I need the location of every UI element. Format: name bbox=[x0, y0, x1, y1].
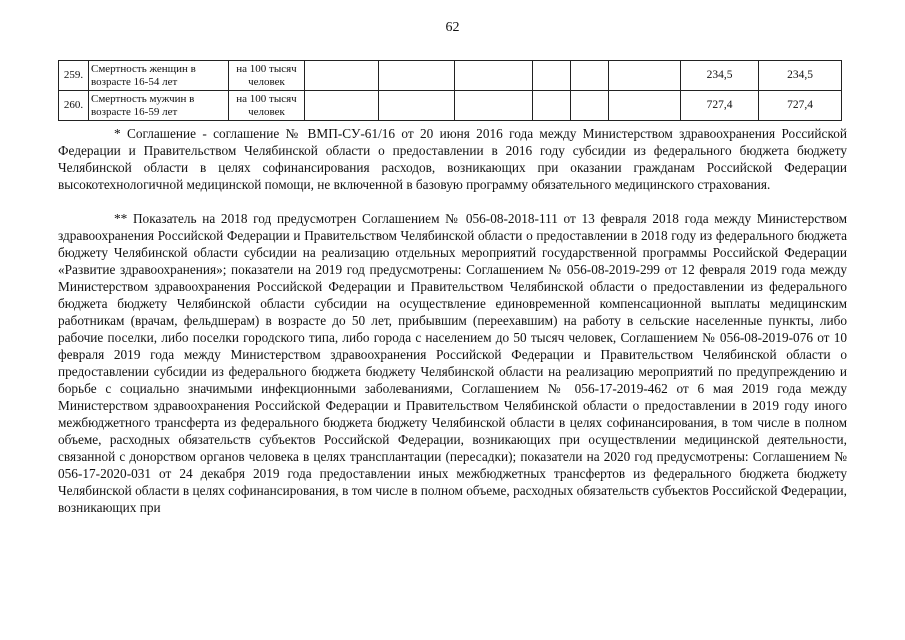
empty-cell bbox=[305, 61, 379, 91]
empty-cell bbox=[609, 91, 681, 121]
empty-cell bbox=[305, 91, 379, 121]
indicator-name: Смертность женщин в возрасте 16-54 лет bbox=[89, 61, 229, 91]
empty-cell bbox=[533, 61, 571, 91]
value-cell: 234,5 bbox=[681, 61, 759, 91]
page-number: 62 bbox=[445, 20, 460, 35]
row-number: 259. bbox=[59, 61, 89, 91]
value-cell: 234,5 bbox=[759, 61, 842, 91]
value-cell: 727,4 bbox=[681, 91, 759, 121]
unit-cell: на 100 тысяч человек bbox=[229, 91, 305, 121]
empty-cell bbox=[533, 91, 571, 121]
empty-cell bbox=[609, 61, 681, 91]
empty-cell bbox=[571, 91, 609, 121]
row-number: 260. bbox=[59, 91, 89, 121]
empty-cell bbox=[455, 61, 533, 91]
footnote-2-text: ** Показатель на 2018 год предусмотрен Соглашением № 056-08-2018-111 от 13 февраля 2018 года между Министерством здравоохранения Российской Федерации и Правительством Челябинской области о предоставлении в 2018 году из федерального бюджета бюджету Челябинской области субсидии на реализацию отдельных мероприятий государственной программы Российской Федерации «Развитие здравоохранения»; показатели на 2019 год предусмотрены: Соглашением № 056-08-2019-299 от 12 февраля 2019 года между Министерством здравоохранения Российской Федерации и Правительством Челябинской области о предоставлении из федерального бюджета бюджету Челябинской области субсидии на осуществление единовременной компенсационной выплаты медицинским работникам (врачам, фельдшерам) в возрасте до 50 лет, прибывшим (переехавшим) на работу в сельские населенные пункты, либо рабочие поселки, либо поселки городского типа, либо города с населением до 50 тысяч человек, Соглашением № 056-08-2019-076 от 10 февраля 2019 года между Министерством здравоохранения Российской Федерации и Правительством Челябинской области о предоставлении субсидии из федерального бюджета бюджету Челябинской области на реализацию мероприятий по предупреждению и борьбе с социально значимыми инфекционными заболеваниями, Соглашением № 056-17-2019-462 от 6 мая 2019 года между Министерством здравоохранения Российской Федерации и Правительством Челябинской области о предоставлении в 2019 году иного межбюджетного трансферта из федерального бюджета бюджету Челябинской области в целях софинансирования, в том числе в полном объеме, расходных обязательств субъектов Российской Федерации, возникающих при осуществлении медицинской деятельности, связанной с донорством органов человека в целях трансплантации (пересадки); показатели на 2020 год предусмотрены: Соглашением № 056-17-2020-031 от 24 декабря 2019 года предоставлении иных межбюджетных трансфертов из федерального бюджета бюджету Челябинской области в целях софинансирования, в том числе в полном объеме, расходных обязательств субъектов Российской Федерации, возникающих при bbox=[58, 211, 847, 515]
indicators-table bbox=[58, 60, 842, 121]
value-cell: 727,4 bbox=[759, 91, 842, 121]
empty-cell bbox=[571, 61, 609, 91]
empty-cell bbox=[455, 91, 533, 121]
empty-cell bbox=[379, 61, 455, 91]
footnote-1-text: * Соглашение - соглашение № ВМП-СУ-61/16 от 20 июня 2016 года между Министерством здравоохранения Российской Федерации и Правительством Челябинской области о предоставлении в 2016 году субсидии из федерального бюджета бюджету Челябинской области в целях софинансирования расходов, возникающих при оказании гражданам Российской Федерации высокотехнологичной медицинской помощи, не включенной в базовую программу обязательного медицинского страхования. bbox=[58, 126, 847, 192]
footnote-2 bbox=[58, 210, 847, 516]
empty-cell bbox=[379, 91, 455, 121]
table-row bbox=[59, 91, 842, 121]
indicator-name: Смертность мужчин в возрасте 16-59 лет bbox=[89, 91, 229, 121]
table-row bbox=[59, 61, 842, 91]
unit-cell: на 100 тысяч человек bbox=[229, 61, 305, 91]
footnote-1 bbox=[58, 125, 847, 193]
